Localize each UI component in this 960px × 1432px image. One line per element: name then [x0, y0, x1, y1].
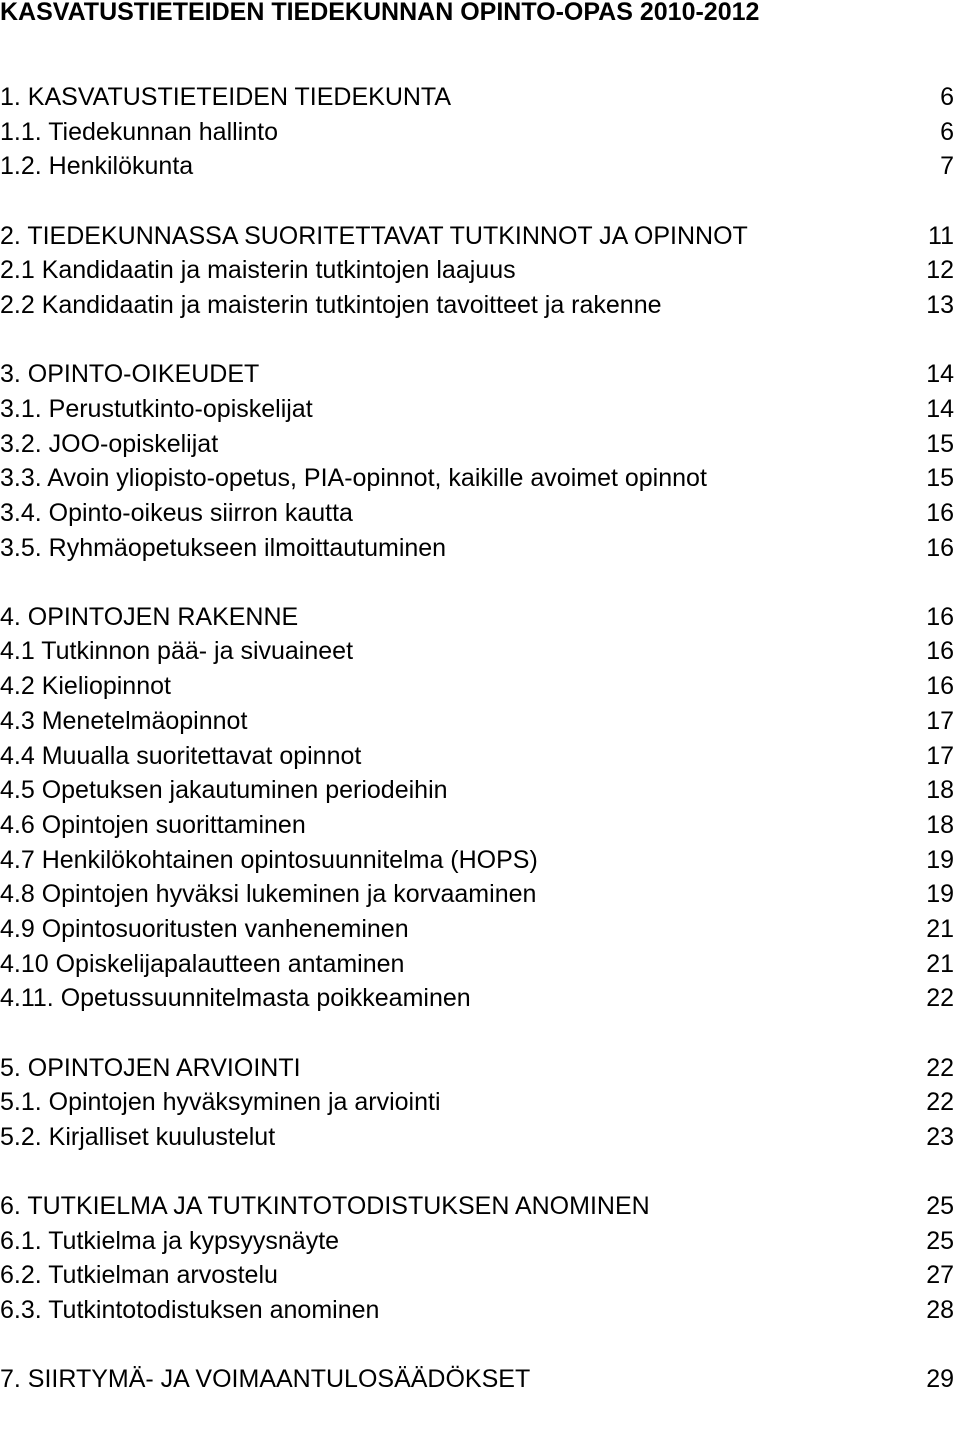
toc-entry-label: 4.8 Opintojen hyväksi lukeminen ja korvaaminen — [0, 880, 537, 909]
toc-section — [0, 80, 960, 184]
toc-entry — [0, 149, 960, 184]
toc-entry-label: 5.2. Kirjalliset kuulustelut — [0, 1122, 276, 1151]
toc-entry-page-number: 6 — [940, 117, 954, 146]
toc-entry — [0, 634, 960, 669]
toc-entry — [0, 1258, 960, 1293]
toc-entry-label: 4.4 Muualla suoritettavat opinnot — [0, 741, 362, 770]
toc-entry — [0, 392, 960, 427]
toc-section — [0, 1189, 960, 1328]
toc-entry-label: 4.10 Opiskelijapalautteen antaminen — [0, 949, 405, 978]
toc-entry-page-number: 7 — [940, 152, 954, 181]
toc-entry — [0, 1085, 960, 1120]
toc-entry-label: 1. KASVATUSTIETEIDEN TIEDEKUNTA — [0, 83, 452, 111]
toc-entry-label: 6.2. Tutkielman arvostelu — [0, 1261, 278, 1290]
toc-entry-page-number: 25 — [926, 1192, 954, 1221]
toc-section — [0, 357, 960, 565]
toc-entry — [0, 288, 960, 323]
toc-entry — [0, 496, 960, 531]
toc-entry-page-number: 27 — [926, 1261, 954, 1290]
toc-entry-label: 5.1. Opintojen hyväksyminen ja arviointi — [0, 1088, 441, 1117]
toc-entry — [0, 669, 960, 704]
toc-entry-page-number: 19 — [926, 880, 954, 909]
toc-section — [0, 1362, 960, 1397]
toc-entry-label: 4. OPINTOJEN RAKENNE — [0, 602, 299, 631]
toc-entry — [0, 704, 960, 739]
toc-entry — [0, 600, 960, 635]
toc-entry-page-number: 25 — [926, 1226, 954, 1255]
toc-entry — [0, 912, 960, 947]
toc-entry — [0, 1224, 960, 1259]
toc-section — [0, 1051, 960, 1155]
toc-entry-label: 4.2 Kieliopinnot — [0, 672, 171, 701]
toc-entry — [0, 427, 960, 462]
toc-entry — [0, 843, 960, 878]
toc-entry — [0, 1293, 960, 1328]
toc-entry — [0, 808, 960, 843]
toc-entry-page-number: 22 — [926, 984, 954, 1013]
toc-entry-page-number: 12 — [926, 256, 954, 285]
toc-entry-label: 1.1. Tiedekunnan hallinto — [0, 117, 278, 146]
toc-entry-label: 1.2. Henkilökunta — [0, 152, 194, 181]
toc-entry — [0, 461, 960, 496]
toc-entry-page-number: 17 — [926, 706, 954, 735]
toc-entry-label: 4.6 Opintojen suorittaminen — [0, 810, 306, 839]
toc-entry-page-number: 15 — [926, 429, 954, 458]
toc-entry-page-number: 16 — [926, 637, 954, 666]
toc-entry-page-number: 18 — [926, 776, 954, 805]
toc-entry-label: 2. TIEDEKUNNASSA SUORITETTAVAT TUTKINNOT JA OPINNOT — [0, 221, 748, 250]
toc-entry — [0, 1362, 960, 1397]
toc-entry-label: 3.2. JOO-opiskelijat — [0, 429, 219, 458]
toc-entry-page-number: 21 — [926, 949, 954, 978]
toc-entry-page-number: 29 — [926, 1365, 954, 1394]
toc-section — [0, 600, 960, 1016]
toc-entry-label: 6.1. Tutkielma ja kypsyysnäyte — [0, 1226, 340, 1255]
toc-entry-page-number: 14 — [926, 394, 954, 423]
toc-entry-page-number: 18 — [926, 810, 954, 839]
toc-entry — [0, 739, 960, 774]
toc-section — [0, 219, 960, 323]
toc-entry-page-number: 23 — [926, 1122, 954, 1151]
toc-entry-page-number: 16 — [926, 602, 954, 631]
toc-entry-label: 6. TUTKIELMA JA TUTKINTOTODISTUKSEN ANOMINEN — [0, 1192, 650, 1221]
toc-entry-page-number: 13 — [926, 290, 954, 319]
toc-entry — [0, 1051, 960, 1086]
toc-entry — [0, 531, 960, 566]
toc-entry — [0, 981, 960, 1016]
toc-entry — [0, 115, 960, 150]
toc-entry-label: 4.3 Menetelmäopinnot — [0, 706, 248, 735]
toc-entry-page-number: 11 — [928, 221, 954, 250]
toc-entry-label: 5. OPINTOJEN ARVIOINTI — [0, 1053, 301, 1082]
toc-entry-page-number: 22 — [926, 1088, 954, 1117]
toc-entry-page-number: 28 — [926, 1296, 954, 1325]
toc-entry-label: 3.1. Perustutkinto-opiskelijat — [0, 394, 313, 423]
toc-entry — [0, 947, 960, 982]
toc-entry — [0, 1189, 960, 1224]
toc-entry — [0, 357, 960, 392]
toc-entry-label: 4.11. Opetussuunnitelmasta poikkeaminen — [0, 984, 471, 1013]
toc-entry-label: 2.1 Kandidaatin ja maisterin tutkintojen laajuus — [0, 256, 516, 285]
toc-entry-page-number: 6 — [940, 83, 954, 111]
toc-entry-page-number: 14 — [926, 360, 954, 389]
toc-entry-label: 3. OPINTO-OIKEUDET — [0, 360, 260, 389]
toc-entry — [0, 773, 960, 808]
toc-entry-label: 4.9 Opintosuoritusten vanheneminen — [0, 914, 409, 943]
toc-entry-label: 7. SIIRTYMÄ- JA VOIMAANTULOSÄÄDÖKSET — [0, 1365, 531, 1394]
toc-entry — [0, 1120, 960, 1155]
toc-entry-page-number: 19 — [926, 845, 954, 874]
table-of-contents — [0, 80, 960, 1432]
toc-entry — [0, 877, 960, 912]
toc-entry — [0, 219, 960, 254]
toc-entry-page-number: 17 — [926, 741, 954, 770]
toc-entry-label: 6.3. Tutkintotodistuksen anominen — [0, 1296, 380, 1325]
toc-entry-page-number: 21 — [926, 914, 954, 943]
document-title: KASVATUSTIETEIDEN TIEDEKUNNAN OPINTO-OPAS 2010-2012 — [0, 0, 760, 26]
toc-entry-label: 3.4. Opinto-oikeus siirron kautta — [0, 498, 353, 527]
toc-entry-page-number: 16 — [926, 672, 954, 701]
toc-entry-page-number: 16 — [926, 498, 954, 527]
toc-entry-page-number: 22 — [926, 1053, 954, 1082]
toc-entry-label: 3.5. Ryhmäopetukseen ilmoittautuminen — [0, 533, 447, 562]
toc-entry-label: 4.5 Opetuksen jakautuminen periodeihin — [0, 776, 448, 805]
toc-entry-label: 4.7 Henkilökohtainen opintosuunnitelma (HOPS) — [0, 845, 538, 874]
toc-entry — [0, 80, 960, 115]
toc-entry-label: 4.1 Tutkinnon pää- ja sivuaineet — [0, 637, 354, 666]
toc-entry-label: 3.3. Avoin yliopisto-opetus, PIA-opinnot, kaikille avoimet opinnot — [0, 464, 707, 493]
toc-entry-page-number: 15 — [926, 464, 954, 493]
toc-entry-label: 2.2 Kandidaatin ja maisterin tutkintojen tavoitteet ja rakenne — [0, 290, 662, 319]
toc-entry-page-number: 16 — [926, 533, 954, 562]
toc-entry — [0, 253, 960, 288]
